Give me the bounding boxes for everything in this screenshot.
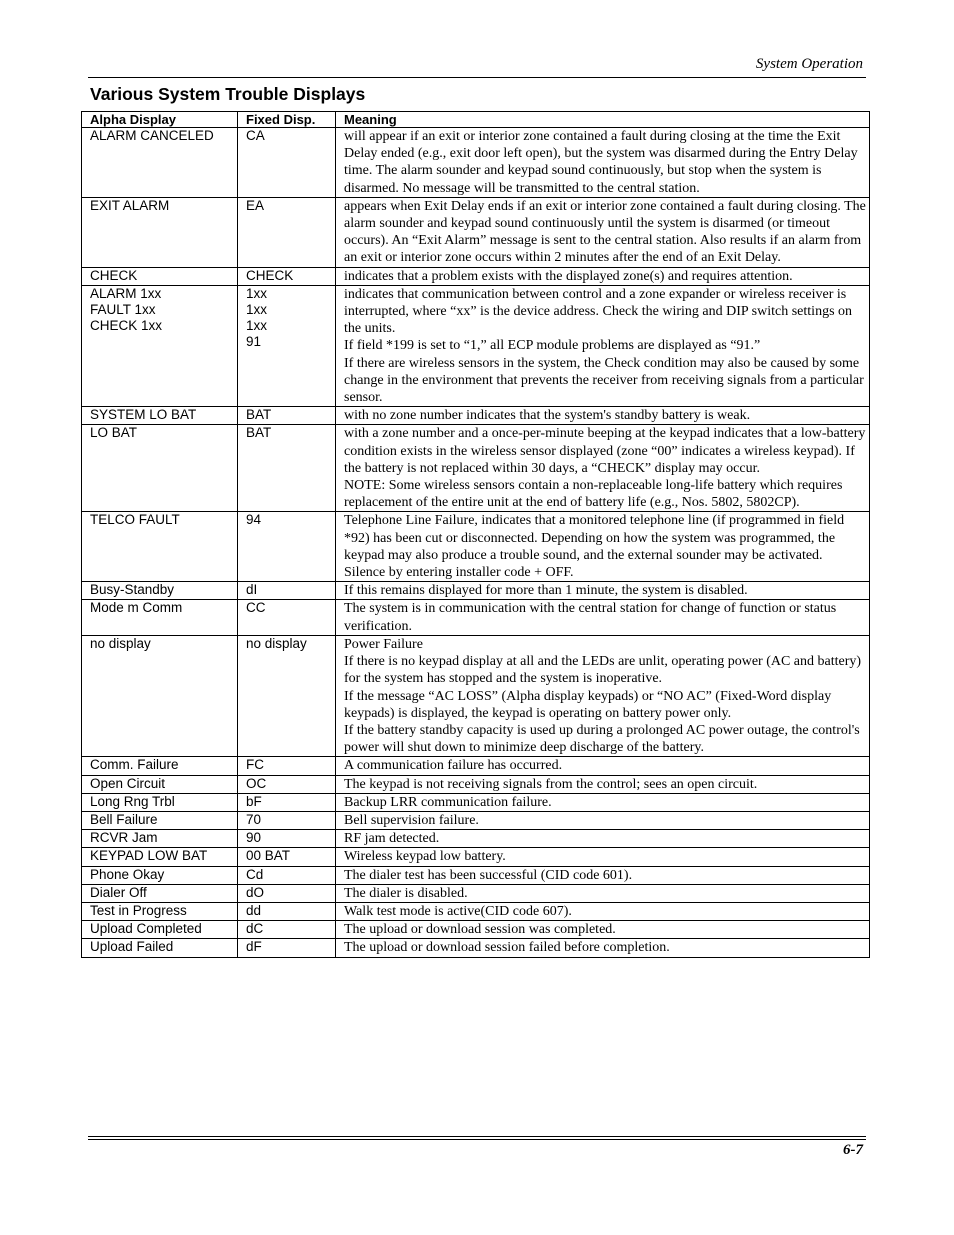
table-row — [82, 866, 870, 884]
table-row — [82, 939, 870, 957]
meaning-cell: Walk test mode is active(CID code 607). — [336, 902, 870, 920]
alpha-display-cell: CHECK — [82, 267, 238, 285]
alpha-display-cell: ALARM 1xx FAULT 1xx CHECK 1xx — [82, 285, 238, 406]
footer-rule — [88, 1136, 866, 1137]
alpha-display-cell: Busy-Standby — [82, 582, 238, 600]
fixed-display-cell: 1xx 1xx 1xx 91 — [238, 285, 336, 406]
fixed-display-cell: CHECK — [238, 267, 336, 285]
alpha-display-cell: Open Circuit — [82, 775, 238, 793]
fixed-display-cell: dI — [238, 582, 336, 600]
alpha-display-cell: RCVR Jam — [82, 830, 238, 848]
meaning-cell: will appear if an exit or interior zone contained a fault during closing at the time the Exit Delay ended (e.g., exit door left open), but the system was disarmed during the Entry Delay time. The alarm sounder and keypad sound continuously, but stop when the system is disarmed. No message will be transmitted to the central station. — [336, 128, 870, 198]
table-row — [82, 830, 870, 848]
meaning-cell: indicates that a problem exists with the displayed zone(s) and requires attention. — [336, 267, 870, 285]
meaning-cell: appears when Exit Delay ends if an exit or interior zone contained a fault during closing. The alarm sounder and keypad sound continuously until the system is disarmed (or timeout occurs). An “Exit Alarm” message is sent to the central station. Also results if an alarm from an exit or interior zone occurs within 2 minutes after the end of an Exit Delay. — [336, 197, 870, 267]
table-row — [82, 128, 870, 198]
meaning-cell: with no zone number indicates that the system's standby battery is weak. — [336, 407, 870, 425]
fixed-display-cell: bF — [238, 793, 336, 811]
fixed-display-cell: no display — [238, 635, 336, 756]
meaning-cell: The keypad is not receiving signals from the control; sees an open circuit. — [336, 775, 870, 793]
fixed-display-cell: 90 — [238, 830, 336, 848]
column-header-fixed: Fixed Disp. — [238, 112, 336, 128]
fixed-display-cell: dO — [238, 884, 336, 902]
table-row — [82, 757, 870, 775]
fixed-display-cell: OC — [238, 775, 336, 793]
alpha-display-cell: ALARM CANCELED — [82, 128, 238, 198]
table-row — [82, 512, 870, 582]
table-row — [82, 425, 870, 512]
fixed-display-cell: 00 BAT — [238, 848, 336, 866]
table-row — [82, 848, 870, 866]
alpha-display-cell: no display — [82, 635, 238, 756]
table-row — [82, 197, 870, 267]
fixed-display-cell: FC — [238, 757, 336, 775]
meaning-cell: The dialer is disabled. — [336, 884, 870, 902]
meaning-cell: The upload or download session failed before completion. — [336, 939, 870, 957]
alpha-display-cell: Mode m Comm — [82, 600, 238, 635]
table-row — [82, 921, 870, 939]
table-row — [82, 267, 870, 285]
running-header: System Operation — [755, 56, 863, 72]
alpha-display-cell: Test in Progress — [82, 902, 238, 920]
meaning-cell: Telephone Line Failure, indicates that a monitored telephone line (if programmed in field *92) has been cut or disconnected. Depending on how the system was programmed, the keypad may also produce a trouble sound, and the external sounder may be activated. Silence by entering installer code + OFF. — [336, 512, 870, 582]
alpha-display-cell: Bell Failure — [82, 811, 238, 829]
meaning-cell: Power Failure If there is no keypad display at all and the LEDs are unlit, operating power (AC and battery) for the system has stopped and the system is inoperative. If the message “AC LOSS” (Alpha display keypads) or “NO AC” (Fixed-Word display keypads) is displayed, the keypad is operating on battery power only. If the battery standby capacity is used up during a prolonged AC power outage, the control's power will shut down to minimize deep discharge of the battery. — [336, 635, 870, 756]
meaning-cell: The upload or download session was completed. — [336, 921, 870, 939]
meaning-cell: The dialer test has been successful (CID code 601). — [336, 866, 870, 884]
table-row — [82, 811, 870, 829]
page-number: 6-7 — [843, 1142, 863, 1158]
table-row — [82, 582, 870, 600]
fixed-display-cell: EA — [238, 197, 336, 267]
fixed-display-cell: dC — [238, 921, 336, 939]
alpha-display-cell: SYSTEM LO BAT — [82, 407, 238, 425]
fixed-display-cell: Cd — [238, 866, 336, 884]
table-row — [82, 793, 870, 811]
table-header-row — [82, 112, 870, 128]
column-header-alpha: Alpha Display — [82, 112, 238, 128]
meaning-cell: with a zone number and a once-per-minute beeping at the keypad indicates that a low-battery condition exists in the wireless sensor displayed (zone “00” indicates a wireless keypad). If the battery is not replaced within 30 days, a “CHECK” display may occur. NOTE: Some wireless sensors contain a non-replaceable long-life battery which requires replacement of the entire unit at the end of battery life (e.g., Nos. 5802, 5802CP). — [336, 425, 870, 512]
meaning-cell: Wireless keypad low battery. — [336, 848, 870, 866]
meaning-cell: If this remains displayed for more than 1 minute, the system is disabled. — [336, 582, 870, 600]
alpha-display-cell: Upload Completed — [82, 921, 238, 939]
table-row — [82, 775, 870, 793]
alpha-display-cell: Comm. Failure — [82, 757, 238, 775]
column-header-meaning: Meaning — [336, 112, 870, 128]
meaning-cell: Bell supervision failure. — [336, 811, 870, 829]
meaning-cell: RF jam detected. — [336, 830, 870, 848]
alpha-display-cell: TELCO FAULT — [82, 512, 238, 582]
alpha-display-cell: Upload Failed — [82, 939, 238, 957]
meaning-cell: indicates that communication between control and a zone expander or wireless receiver is interrupted, where “xx” is the device address. Check the wiring and DIP switch settings on the units. If field *199 is set to “1,” all ECP module problems are displayed as “91.” If there are wireless sensors in the system, the Check condition may also be caused by some change in the environment that prevents the receiver from receiving signals from a particular sensor. — [336, 285, 870, 406]
alpha-display-cell: Phone Okay — [82, 866, 238, 884]
table-row — [82, 407, 870, 425]
fixed-display-cell: CA — [238, 128, 336, 198]
table-body — [82, 128, 870, 958]
alpha-display-cell: LO BAT — [82, 425, 238, 512]
table-row — [82, 902, 870, 920]
trouble-displays-table — [81, 111, 870, 958]
alpha-display-cell: Dialer Off — [82, 884, 238, 902]
alpha-display-cell: Long Rng Trbl — [82, 793, 238, 811]
alpha-display-cell: KEYPAD LOW BAT — [82, 848, 238, 866]
fixed-display-cell: BAT — [238, 407, 336, 425]
section-title: Various System Trouble Displays — [90, 84, 366, 104]
meaning-cell: A communication failure has occurred. — [336, 757, 870, 775]
table-row — [82, 285, 870, 406]
table-row — [82, 635, 870, 756]
fixed-display-cell: dd — [238, 902, 336, 920]
meaning-cell: The system is in communication with the central station for change of function or status verification. — [336, 600, 870, 635]
alpha-display-cell: EXIT ALARM — [82, 197, 238, 267]
header-rule — [88, 77, 866, 78]
fixed-display-cell: dF — [238, 939, 336, 957]
fixed-display-cell: 70 — [238, 811, 336, 829]
footer-rule-secondary — [88, 1139, 866, 1140]
fixed-display-cell: 94 — [238, 512, 336, 582]
fixed-display-cell: BAT — [238, 425, 336, 512]
meaning-cell: Backup LRR communication failure. — [336, 793, 870, 811]
fixed-display-cell: CC — [238, 600, 336, 635]
table-row — [82, 884, 870, 902]
table-row — [82, 600, 870, 635]
